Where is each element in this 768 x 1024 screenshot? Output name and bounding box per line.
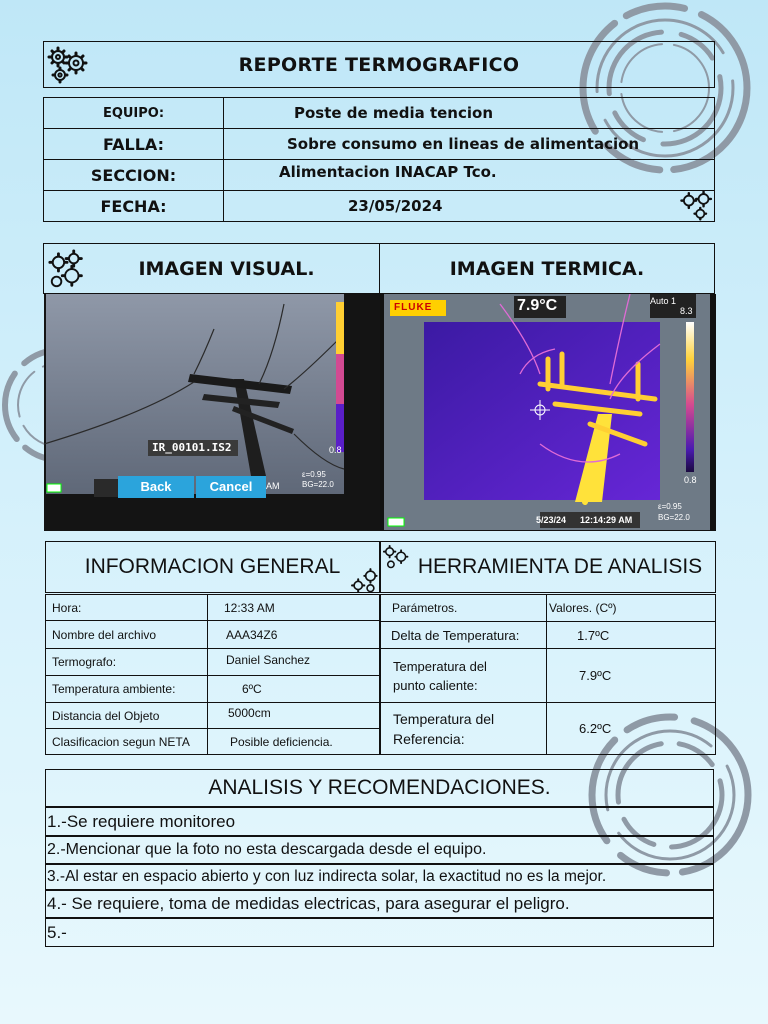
info-label: Nombre del archivo — [46, 621, 208, 649]
info-label: Termografo: — [46, 649, 208, 676]
table-row — [44, 160, 715, 191]
visual-photo-image — [44, 294, 380, 531]
table-row — [46, 595, 380, 621]
thermal-date: 5/23/24 — [536, 515, 567, 525]
visual-image-title: IMAGEN VISUAL. — [138, 257, 315, 280]
thermal-bg: BG=22.0 — [658, 513, 690, 522]
thermal-scale-max: 8.3 — [680, 306, 693, 316]
report-title-box — [43, 41, 715, 88]
gears-icon — [46, 45, 90, 85]
thermal-image-title: IMAGEN TERMICA. — [449, 257, 645, 280]
info-general-title: INFORMACION GENERAL — [84, 555, 341, 578]
table-row — [44, 129, 715, 160]
thermal-temperature: 7.9°C — [517, 297, 558, 314]
recommendation-item: 1.-Se requiere monitoreo — [45, 807, 714, 836]
recommendation-item: 4.- Se requiere, toma de medidas electricas, para asegurar el peligro. — [45, 890, 714, 918]
tool-param-line: Temperatura del — [393, 658, 487, 674]
info-general-table — [45, 594, 380, 755]
tool-param: Delta de Temperatura: — [381, 622, 547, 649]
table-row — [44, 98, 715, 129]
fluke-logo: FLUKE — [394, 302, 433, 313]
info-label: Distancia del Objeto — [46, 703, 208, 729]
table-row — [44, 191, 715, 222]
visual-filename: IR_00101.IS2 — [152, 441, 232, 454]
table-row — [46, 649, 380, 676]
back-button[interactable]: Back — [140, 479, 172, 494]
table-row — [381, 622, 716, 649]
gears-icon — [382, 544, 410, 572]
table-row — [46, 729, 380, 755]
tool-value: 1.7ºC — [547, 622, 716, 649]
table-row — [46, 621, 380, 649]
visual-am-label: AM — [266, 481, 280, 491]
visual-scale-min: 0.8 — [329, 445, 342, 455]
info-value: 5000cm — [208, 703, 380, 729]
tool-param — [381, 703, 547, 755]
tool-value: 6.2ºC — [547, 703, 716, 755]
equipo-label: EQUIPO: — [44, 98, 224, 129]
info-value: Daniel Sanchez — [208, 649, 380, 676]
table-row — [381, 649, 716, 703]
falla-value: Sobre consumo en lineas de alimentacion — [224, 129, 715, 160]
thermal-photo-image — [380, 294, 716, 531]
fecha-label: FECHA: — [44, 191, 224, 222]
recommendations-title: ANALISIS Y RECOMENDACIONES. — [208, 776, 551, 799]
tool-param-header: Parámetros. — [381, 595, 547, 622]
cancel-button[interactable]: Cancel — [209, 479, 253, 494]
visual-image-header — [43, 243, 380, 294]
table-row — [381, 595, 716, 622]
seccion-value: Alimentacion INACAP Tco. — [224, 160, 715, 191]
recommendations-header — [45, 769, 714, 807]
info-value: Posible deficiencia. — [208, 729, 380, 755]
recommendation-item: 3.-Al estar en espacio abierto y con luz indirecta solar, la exactitud no es la mejor. — [45, 864, 714, 890]
analysis-tool-header — [380, 541, 716, 593]
seccion-label: SECCION: — [44, 160, 224, 191]
equipo-value: Poste de media tencion — [224, 98, 715, 129]
header-table — [43, 97, 715, 222]
thermal-time: 12:14:29 AM — [580, 515, 633, 525]
tool-param-line: Referencia: — [393, 730, 465, 747]
info-value: AAA34Z6 — [208, 621, 380, 649]
fecha-value: 23/05/2024 — [224, 191, 715, 222]
thermal-image-header — [379, 243, 715, 294]
info-value: 6ºC — [208, 676, 380, 703]
info-general-header — [45, 541, 380, 593]
info-label: Clasificacion segun NETA — [46, 729, 208, 755]
analysis-tool-table — [380, 594, 716, 755]
tool-param-line: Temperatura del — [393, 710, 495, 727]
gears-icon — [679, 189, 715, 222]
visual-photo — [44, 294, 380, 531]
thermal-mode: Auto 1 — [650, 296, 677, 306]
thermal-photo — [380, 294, 716, 531]
table-row — [46, 676, 380, 703]
tool-param-line: punto caliente: — [393, 677, 478, 693]
gears-icon — [350, 566, 380, 594]
tool-value: 7.9ºC — [547, 649, 716, 703]
thermal-emissivity: ε=0.95 — [658, 502, 682, 511]
visual-bg: BG=22.0 — [302, 480, 334, 489]
analysis-tool-title: HERRAMIENTA DE ANALISIS — [417, 555, 703, 578]
info-value: 12:33 AM — [208, 595, 380, 621]
info-label: Temperatura ambiente: — [46, 676, 208, 703]
tool-value-header: Valores. (Cº) — [547, 595, 716, 622]
visual-emissivity: ε=0.95 — [302, 470, 326, 479]
thermal-scale-min: 0.8 — [684, 475, 697, 485]
tool-param — [381, 649, 547, 703]
recommendation-item: 5.- — [45, 918, 714, 947]
table-row — [381, 703, 716, 755]
info-label: Hora: — [46, 595, 208, 621]
gears-icon — [47, 249, 89, 291]
recommendation-item: 2.-Mencionar que la foto no esta descargada desde el equipo. — [45, 836, 714, 864]
report-title: REPORTE TERMOGRAFICO — [238, 53, 520, 76]
table-row — [46, 703, 380, 729]
falla-label: FALLA: — [44, 129, 224, 160]
